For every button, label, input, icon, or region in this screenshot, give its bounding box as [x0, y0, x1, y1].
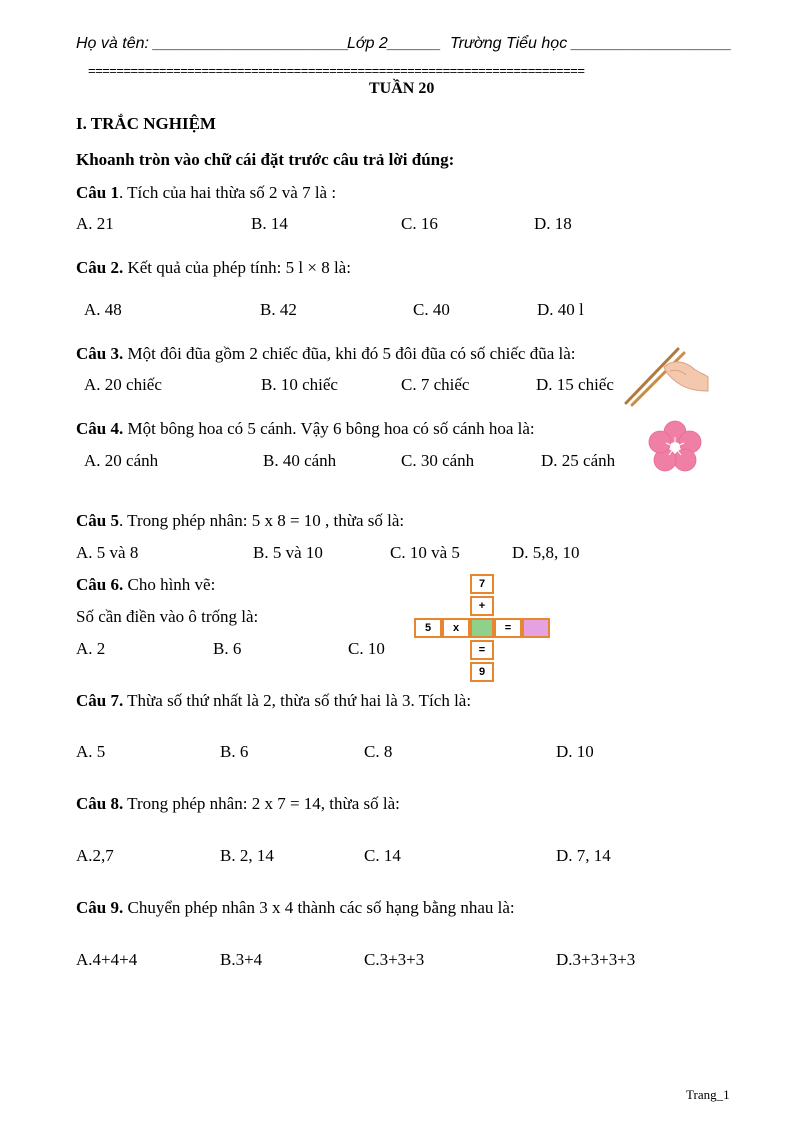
puzzle-cell-plus: +	[470, 596, 494, 616]
question-5-option-a[interactable]: A. 5 và 8	[76, 543, 139, 562]
chopsticks-hand-image	[620, 345, 710, 407]
question-9-option-d[interactable]: D.3+3+3+3	[556, 950, 636, 969]
question-6-subtext: Số cần điền vào ô trống là:	[76, 607, 259, 626]
class-field-label: Lớp 2______	[347, 35, 442, 52]
school-field-label: Trường Tiểu học __________________	[450, 35, 732, 52]
question-2-option-b[interactable]: B. 42	[260, 300, 297, 319]
question-7-option-b[interactable]: B. 6	[220, 742, 249, 761]
question-8-option-b[interactable]: B. 2, 14	[220, 846, 274, 865]
question-2-option-a[interactable]: A. 48	[84, 300, 122, 319]
question-3-option-b[interactable]: B. 10 chiếc	[261, 375, 338, 394]
puzzle-cell-top: 7	[470, 574, 494, 594]
page-number: Trang_1	[686, 1087, 730, 1102]
multiplication-puzzle-figure	[410, 570, 555, 688]
question-8-option-a[interactable]: A.2,7	[76, 846, 114, 865]
question-9-option-a[interactable]: A.4+4+4	[76, 950, 138, 969]
question-7-option-a[interactable]: A. 5	[76, 742, 106, 761]
question-8-option-d[interactable]: D. 7, 14	[556, 846, 611, 865]
puzzle-cell-bottom: 9	[470, 662, 494, 682]
question-1-option-a[interactable]: A. 21	[76, 214, 114, 233]
question-3-option-a[interactable]: A. 20 chiếc	[84, 375, 162, 394]
question-7-option-d[interactable]: D. 10	[556, 742, 594, 761]
question-1: Câu 1. Tích của hai thừa số 2 và 7 là :	[76, 183, 337, 202]
flower-image	[648, 420, 702, 472]
question-5-option-d[interactable]: D. 5,8, 10	[512, 543, 580, 562]
question-2-option-c[interactable]: C. 40	[413, 300, 450, 319]
question-9: Câu 9. Chuyển phép nhân 3 x 4 thành các số hạng bằng nhau là:	[76, 898, 515, 917]
question-3-option-c[interactable]: C. 7 chiếc	[401, 375, 470, 394]
question-1-option-c[interactable]: C. 16	[401, 214, 438, 233]
week-title: TUẦN 20	[369, 80, 435, 97]
instruction: Khoanh tròn vào chữ cái đặt trước câu trả lời đúng:	[76, 150, 455, 169]
question-7-option-c[interactable]: C. 8	[364, 742, 393, 761]
puzzle-cell-left: 5	[414, 618, 442, 638]
question-2-option-d[interactable]: D. 40 l	[537, 300, 584, 319]
question-4-option-a[interactable]: A. 20 cánh	[84, 451, 159, 470]
question-4-option-c[interactable]: C. 30 cánh	[401, 451, 475, 470]
question-1-option-b[interactable]: B. 14	[251, 214, 288, 233]
question-8-option-c[interactable]: C. 14	[364, 846, 401, 865]
question-1-option-d[interactable]: D. 18	[534, 214, 572, 233]
puzzle-cell-times: x	[442, 618, 470, 638]
puzzle-cell-blank-green[interactable]	[470, 618, 494, 638]
puzzle-cell-equals-h: =	[494, 618, 522, 638]
question-6-option-a[interactable]: A. 2	[76, 639, 106, 658]
question-6: Câu 6. Cho hình vẽ:	[76, 575, 216, 594]
question-8: Câu 8. Trong phép nhân: 2 x 7 = 14, thừa số là:	[76, 794, 400, 813]
question-4-option-d[interactable]: D. 25 cánh	[541, 451, 616, 470]
question-7: Câu 7. Thừa số thứ nhất là 2, thừa số thứ hai là 3. Tích là:	[76, 691, 472, 710]
question-5: Câu 5. Trong phép nhân: 5 x 8 = 10 , thừa số là:	[76, 511, 405, 530]
question-9-option-c[interactable]: C.3+3+3	[364, 950, 425, 969]
question-3-option-d[interactable]: D. 15 chiếc	[536, 375, 614, 394]
question-9-option-b[interactable]: B.3+4	[220, 950, 263, 969]
question-2: Câu 2. Kết quả của phép tính: 5 l × 8 là:	[76, 258, 351, 277]
question-5-option-c[interactable]: C. 10 và 5	[390, 543, 460, 562]
name-field-label: Họ và tên: ______________________	[76, 35, 350, 52]
puzzle-cell-equals-v: =	[470, 640, 494, 660]
question-6-option-b[interactable]: B. 6	[213, 639, 242, 658]
question-5-option-b[interactable]: B. 5 và 10	[253, 543, 323, 562]
section-title: I. TRẮC NGHIỆM	[76, 114, 216, 133]
question-6-option-c[interactable]: C. 10	[348, 639, 385, 658]
puzzle-cell-blank-pink[interactable]	[522, 618, 550, 638]
question-3: Câu 3. Một đôi đũa gồm 2 chiếc đũa, khi đó 5 đôi đũa có số chiếc đũa là:	[76, 344, 576, 363]
header-separator: ======================================================================	[88, 63, 585, 78]
question-4: Câu 4. Một bông hoa có 5 cánh. Vậy 6 bông hoa có số cánh hoa là:	[76, 419, 535, 438]
question-4-option-b[interactable]: B. 40 cánh	[263, 451, 337, 470]
